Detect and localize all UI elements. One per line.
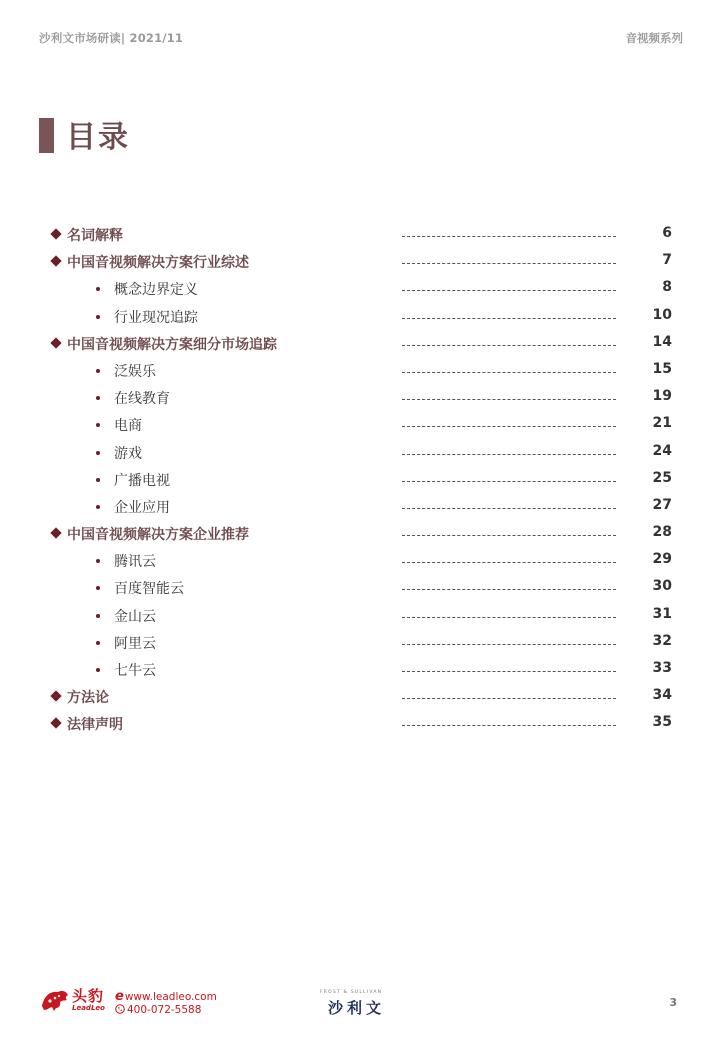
toc-entry-page: 29 [652, 551, 672, 568]
dot-bullet-icon [96, 641, 100, 645]
toc-subsection-entry[interactable] [50, 497, 675, 524]
leopard-logo-icon [40, 986, 70, 1012]
website-contact [115, 989, 217, 1004]
toc-entry-label: 概念边界定义 [114, 282, 198, 299]
toc-entry-label: 游戏 [114, 445, 142, 462]
toc-subsection-entry[interactable] [50, 470, 675, 497]
page-footer [0, 980, 719, 1020]
page-header-right: 音视频系列 [625, 31, 683, 45]
toc-entry-page: 7 [662, 252, 672, 269]
toc-entry-label: 名词解释 [67, 228, 123, 244]
toc-leader-dots [402, 345, 616, 346]
toc-entry-label: 方法论 [67, 690, 109, 707]
table-of-contents [50, 225, 675, 742]
leadleo-logo-cn: 头豹 [72, 987, 105, 1005]
toc-section-entry[interactable] [50, 334, 675, 361]
toc-entry-label: 阿里云 [114, 635, 156, 652]
toc-leader-dots [402, 617, 616, 618]
toc-entry-label: 中国音视频解决方案细分市场追踪 [67, 336, 277, 353]
dot-bullet-icon [96, 586, 100, 590]
toc-entry-page: 6 [662, 225, 672, 241]
toc-entry-label: 企业应用 [114, 499, 170, 516]
toc-entry-label: 法律声明 [67, 717, 123, 734]
toc-entry-page: 27 [652, 496, 672, 513]
leadleo-logo-en: LeadLeo [72, 1004, 105, 1012]
diamond-bullet-icon [50, 691, 61, 702]
page-number: 3 [669, 996, 677, 1009]
dot-bullet-icon [96, 396, 100, 400]
toc-entry-page: 10 [652, 306, 672, 323]
dot-bullet-icon [96, 287, 100, 291]
toc-subsection-entry[interactable] [50, 443, 675, 470]
toc-entry-page: 35 [652, 714, 672, 731]
diamond-bullet-icon [50, 527, 61, 538]
toc-subsection-entry[interactable] [50, 551, 675, 578]
toc-entry-page: 32 [652, 632, 672, 649]
toc-entry-page: 25 [652, 469, 672, 486]
toc-leader-dots [402, 399, 616, 400]
toc-section-entry[interactable] [50, 687, 675, 714]
phone-contact [115, 1004, 201, 1016]
toc-entry-page: 19 [652, 388, 672, 405]
dot-bullet-icon [96, 315, 100, 319]
toc-leader-dots [402, 589, 616, 590]
toc-leader-dots [402, 725, 616, 726]
toc-entry-label: 广播电视 [114, 472, 170, 489]
diamond-bullet-icon [50, 718, 61, 729]
toc-entry-label: 在线教育 [114, 391, 170, 408]
toc-entry-page: 14 [652, 333, 672, 350]
phone-icon [115, 1004, 125, 1014]
toc-leader-dots [402, 263, 616, 264]
toc-entry-page: 15 [652, 360, 672, 377]
toc-leader-dots [402, 671, 616, 672]
toc-leader-dots [402, 508, 616, 509]
toc-leader-dots [402, 644, 616, 645]
toc-leader-dots [402, 698, 616, 699]
toc-entry-label: 百度智能云 [114, 581, 184, 598]
toc-leader-dots [402, 426, 616, 427]
toc-leader-dots [402, 535, 616, 536]
diamond-bullet-icon [50, 256, 61, 267]
diamond-bullet-icon [50, 337, 61, 348]
phone-number: 400-072-5588 [127, 1004, 202, 1016]
toc-leader-dots [402, 290, 616, 291]
toc-entry-label: 七牛云 [114, 663, 156, 679]
toc-entry-page: 34 [652, 687, 672, 704]
dot-bullet-icon [96, 369, 100, 373]
toc-entry-page: 24 [652, 442, 672, 459]
toc-entry-page: 33 [652, 660, 672, 676]
toc-section-entry[interactable] [50, 524, 675, 551]
toc-subsection-entry[interactable] [50, 660, 675, 687]
website-link[interactable]: www.leadleo.com [124, 991, 217, 1003]
dot-bullet-icon [96, 559, 100, 563]
toc-leader-dots [402, 372, 616, 373]
toc-leader-dots [402, 318, 616, 319]
toc-entry-label: 泛娱乐 [114, 363, 156, 380]
dot-bullet-icon [96, 614, 100, 618]
toc-entry-label: 中国音视频解决方案行业综述 [67, 255, 249, 272]
toc-entry-page: 8 [662, 279, 672, 296]
toc-leader-dots [402, 481, 616, 482]
page-header-left: 沙利文市场研读| 2021/11 [39, 31, 184, 45]
toc-leader-dots [402, 454, 616, 455]
toc-entry-page: 30 [652, 578, 672, 595]
toc-section-entry[interactable] [50, 225, 675, 252]
toc-entry-label: 中国音视频解决方案企业推荐 [67, 527, 249, 544]
sullivan-logo: 沙利文 [328, 999, 386, 1017]
toc-subsection-entry[interactable] [50, 606, 675, 633]
frost-sullivan-tagline: FROST & SULLIVAN [320, 990, 383, 995]
dot-bullet-icon [96, 668, 100, 672]
toc-subsection-entry[interactable] [50, 633, 675, 660]
diamond-bullet-icon [50, 228, 61, 239]
title-accent-bar [39, 118, 54, 153]
toc-entry-page: 28 [652, 524, 672, 541]
dot-bullet-icon [96, 423, 100, 427]
toc-subsection-entry[interactable] [50, 279, 675, 306]
toc-section-entry[interactable] [50, 714, 675, 741]
toc-subsection-entry[interactable] [50, 388, 675, 415]
web-e-icon: e [115, 989, 124, 1004]
dot-bullet-icon [96, 451, 100, 455]
dot-bullet-icon [96, 505, 100, 509]
toc-leader-dots [402, 236, 616, 237]
toc-leader-dots [402, 562, 616, 563]
dot-bullet-icon [96, 478, 100, 482]
toc-section-entry[interactable] [50, 252, 675, 279]
toc-subsection-entry[interactable] [50, 578, 675, 605]
toc-subsection-entry[interactable] [50, 307, 675, 334]
page-title: 目录 [66, 120, 130, 155]
toc-subsection-entry[interactable] [50, 361, 675, 388]
toc-entry-label: 金山云 [114, 608, 156, 625]
toc-entry-label: 腾讯云 [114, 554, 156, 571]
toc-entry-label: 行业现况追踪 [114, 309, 198, 326]
toc-entry-label: 电商 [114, 418, 142, 435]
toc-entry-page: 31 [652, 605, 672, 622]
toc-subsection-entry[interactable] [50, 415, 675, 442]
toc-entry-page: 21 [652, 415, 672, 432]
